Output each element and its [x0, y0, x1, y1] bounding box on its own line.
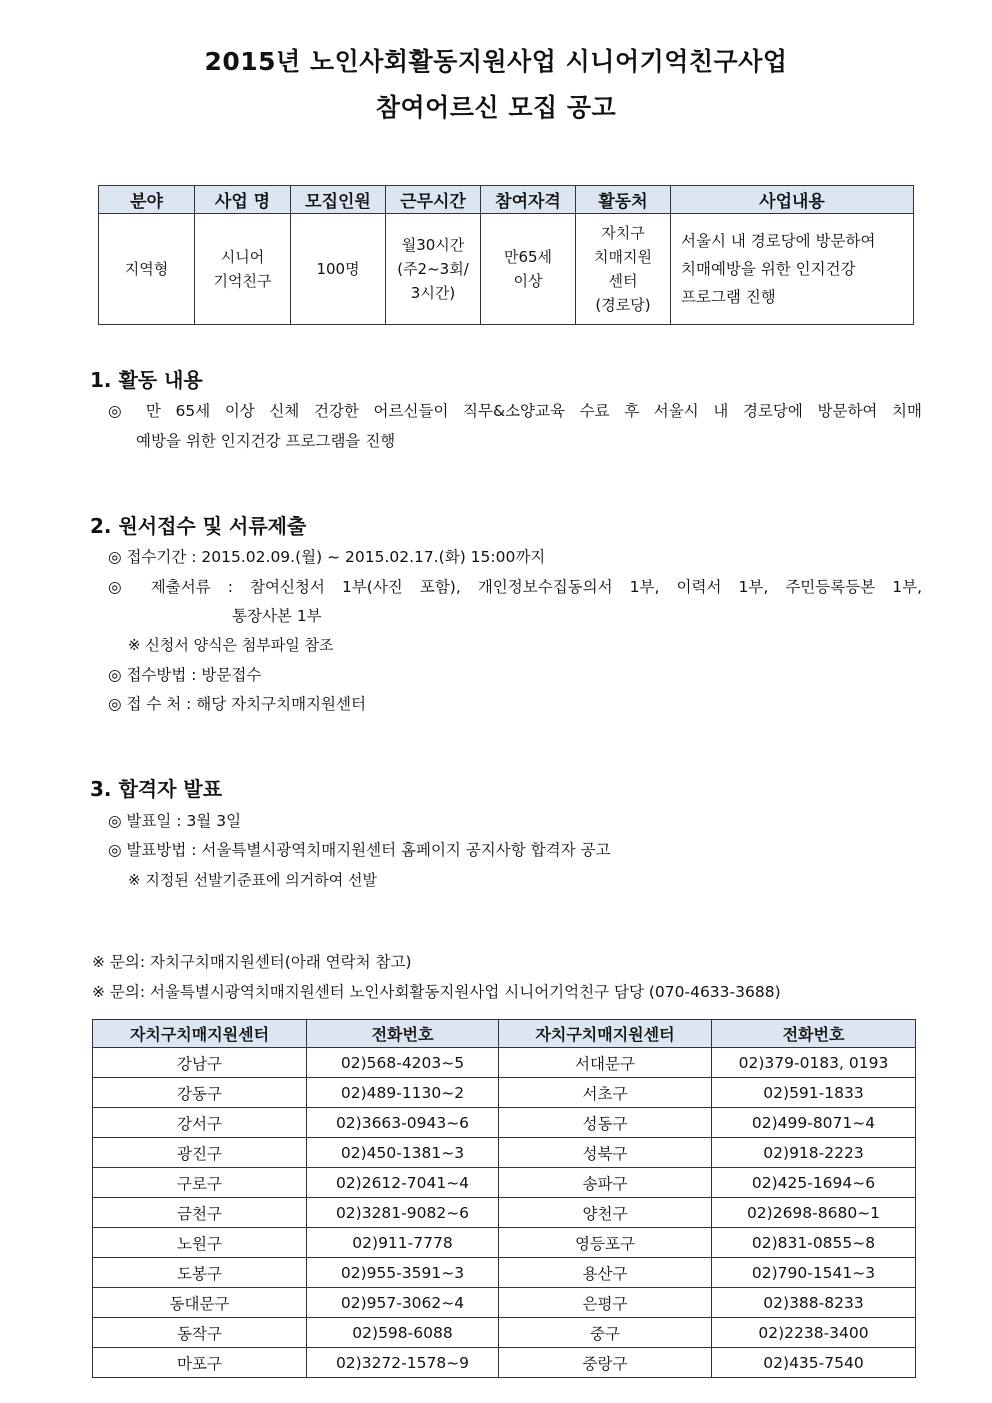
header-project-name: 사업 명 — [195, 186, 291, 214]
inquiry-line: ※ 문의: 자치구치매지원센터(아래 연락처 참고) — [92, 953, 412, 971]
cell-recruit: 100명 — [291, 214, 386, 325]
district-name: 영등포구 — [499, 1228, 712, 1258]
cell-field: 지역형 — [99, 214, 195, 325]
project-name-line: 시니어 — [220, 248, 265, 266]
phone-number: 02)489-1130~2 — [307, 1078, 499, 1108]
place-line: 센터 — [608, 272, 638, 290]
header-description: 사업내용 — [671, 186, 914, 214]
phone-number: 02)2238-3400 — [712, 1318, 916, 1348]
district-name: 광진구 — [93, 1138, 307, 1168]
district-name: 은평구 — [499, 1288, 712, 1318]
section2-note: ※ 신청서 양식은 첨부파일 참조 — [128, 636, 334, 654]
section2-place: ◎ 접 수 처 : 해당 자치구치매지원센터 — [108, 695, 366, 713]
section3-heading: 3. 합격자 발표 — [90, 777, 223, 801]
table-row — [93, 1348, 916, 1378]
district-name: 중랑구 — [499, 1348, 712, 1378]
document-subtitle: 참여어르신 모집 공고 — [375, 93, 617, 122]
table-row — [93, 1108, 916, 1138]
table-row — [93, 1288, 916, 1318]
cell-description — [671, 214, 914, 325]
section2-period: ◎ 접수기간 : 2015.02.09.(월) ~ 2015.02.17.(화) 15:00까지 — [108, 548, 546, 566]
cell-hours — [386, 214, 481, 325]
phone-number: 02)3281-9082~6 — [307, 1198, 499, 1228]
section1-bullet: ◎ 만 65세 이상 신체 건강한 어르신들이 직무&소양교육 수료 후 서울시 내 경로당에 방문하여 치매 — [108, 402, 922, 420]
section3-date: ◎ 발표일 : 3월 3일 — [108, 812, 242, 830]
summary-data-row — [99, 214, 914, 325]
table-row — [93, 1078, 916, 1108]
inquiry-line: ※ 문의: 서울특별시광역치매지원센터 노인사회활동지원사업 시니어기억친구 담당 (070-4633-3688) — [92, 983, 781, 1001]
header-center: 자치구치매지원센터 — [93, 1020, 307, 1048]
hours-line: 월30시간 — [401, 236, 465, 254]
table-row — [93, 1168, 916, 1198]
district-name: 강남구 — [93, 1048, 307, 1078]
table-row — [93, 1318, 916, 1348]
description-line: 치매예방을 위한 인지건강 — [681, 260, 856, 278]
district-name: 동작구 — [93, 1318, 307, 1348]
district-name: 용산구 — [499, 1258, 712, 1288]
phone-number: 02)499-8071~4 — [712, 1108, 916, 1138]
district-name: 서대문구 — [499, 1048, 712, 1078]
table-row — [93, 1258, 916, 1288]
header-field: 분야 — [99, 186, 195, 214]
phone-number: 02)379-0183, 0193 — [712, 1048, 916, 1078]
district-name: 서초구 — [499, 1078, 712, 1108]
contacts-table — [92, 1019, 916, 1378]
header-phone: 전화번호 — [712, 1020, 916, 1048]
cell-qualification — [481, 214, 576, 325]
header-hours: 근무시간 — [386, 186, 481, 214]
section1-bullet-cont: 예방을 위한 인지건강 프로그램을 진행 — [136, 432, 396, 450]
hours-line: (주2~3회/ — [397, 260, 469, 278]
cell-project-name — [195, 214, 291, 325]
district-name: 성북구 — [499, 1138, 712, 1168]
phone-number: 02)598-6088 — [307, 1318, 499, 1348]
phone-number: 02)591-1833 — [712, 1078, 916, 1108]
document-title: 2015년 노인사회활동지원사업 시니어기억친구사업 — [204, 47, 788, 76]
section2-documents: ◎ 제출서류 : 참여신청서 1부(사진 포함), 개인정보수집동의서 1부, 이력서 1부, 주민등록등본 1부, — [108, 578, 922, 596]
phone-number: 02)955-3591~3 — [307, 1258, 499, 1288]
header-center: 자치구치매지원센터 — [499, 1020, 712, 1048]
qualification-line: 만65세 — [503, 248, 553, 266]
district-name: 양천구 — [499, 1198, 712, 1228]
place-line: 치매지원 — [594, 248, 652, 266]
contacts-header-row — [93, 1020, 916, 1048]
phone-number: 02)831-0855~8 — [712, 1228, 916, 1258]
project-name-line: 기억친구 — [213, 272, 272, 290]
district-name: 강서구 — [93, 1108, 307, 1138]
district-name: 노원구 — [93, 1228, 307, 1258]
phone-number: 02)2612-7041~4 — [307, 1168, 499, 1198]
header-phone: 전화번호 — [307, 1020, 499, 1048]
section3-method: ◎ 발표방법 : 서울특별시광역치매지원센터 홈페이지 공지사항 합격자 공고 — [108, 841, 611, 859]
phone-number: 02)911-7778 — [307, 1228, 499, 1258]
district-name: 금천구 — [93, 1198, 307, 1228]
phone-number: 02)568-4203~5 — [307, 1048, 499, 1078]
district-name: 동대문구 — [93, 1288, 307, 1318]
section1-heading: 1. 활동 내용 — [90, 368, 203, 392]
cell-place — [576, 214, 671, 325]
header-place: 활동처 — [576, 186, 671, 214]
phone-number: 02)450-1381~3 — [307, 1138, 499, 1168]
district-name: 송파구 — [499, 1168, 712, 1198]
table-row — [93, 1198, 916, 1228]
summary-table — [98, 185, 914, 325]
header-recruit: 모집인원 — [291, 186, 386, 214]
qualification-line: 이상 — [513, 272, 543, 290]
phone-number: 02)435-7540 — [712, 1348, 916, 1378]
phone-number: 02)957-3062~4 — [307, 1288, 499, 1318]
table-row — [93, 1048, 916, 1078]
district-name: 도봉구 — [93, 1258, 307, 1288]
description-line: 프로그램 진행 — [681, 288, 776, 306]
phone-number: 02)425-1694~6 — [712, 1168, 916, 1198]
section2-method: ◎ 접수방법 : 방문접수 — [108, 666, 262, 684]
place-line: 자치구 — [601, 224, 645, 242]
phone-number: 02)918-2223 — [712, 1138, 916, 1168]
table-row — [93, 1228, 916, 1258]
phone-number: 02)3272-1578~9 — [307, 1348, 499, 1378]
header-qualification: 참여자격 — [481, 186, 576, 214]
summary-header-row — [99, 186, 914, 214]
section2-heading: 2. 원서접수 및 서류제출 — [90, 514, 307, 538]
phone-number: 02)2698-8680~1 — [712, 1198, 916, 1228]
section3-note: ※ 지정된 선발기준표에 의거하여 선발 — [128, 871, 377, 889]
district-name: 마포구 — [93, 1348, 307, 1378]
description-line: 서울시 내 경로당에 방문하여 — [681, 232, 876, 250]
phone-number: 02)388-8233 — [712, 1288, 916, 1318]
district-name: 강동구 — [93, 1078, 307, 1108]
hours-line: 3시간) — [410, 284, 456, 302]
section2-documents-cont: 통장사본 1부 — [232, 607, 322, 625]
table-row — [93, 1138, 916, 1168]
place-line: (경로당) — [595, 296, 651, 314]
phone-number: 02)3663-0943~6 — [307, 1108, 499, 1138]
district-name: 구로구 — [93, 1168, 307, 1198]
phone-number: 02)790-1541~3 — [712, 1258, 916, 1288]
district-name: 성동구 — [499, 1108, 712, 1138]
district-name: 중구 — [499, 1318, 712, 1348]
